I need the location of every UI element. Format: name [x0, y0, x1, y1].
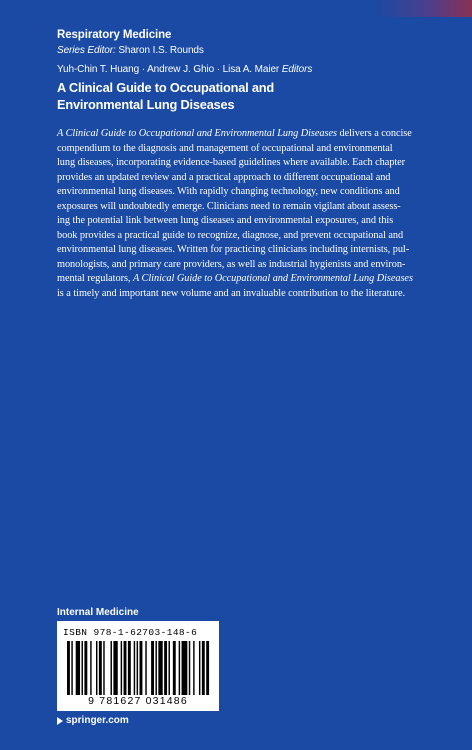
barcode-bar: [199, 641, 200, 695]
series-editor-name: Sharon I.S. Rounds: [118, 45, 204, 56]
description-line: ing the potential link between lung diseases and environmental exposures, and this: [57, 215, 394, 227]
barcode-bar: [202, 641, 205, 695]
barcode-bar: [151, 641, 154, 695]
barcode-bar: [90, 641, 91, 695]
barcode-bar: [71, 641, 72, 695]
description-italic-title: A Clinical Guide to Occupational and Environmental Lung Diseases: [132, 273, 413, 285]
barcode-bar: [173, 641, 176, 695]
book-title-line: Environmental Lung Diseases: [57, 97, 235, 112]
book-title: [57, 79, 297, 113]
barcode-bar: [113, 641, 117, 695]
barcode-bar: [169, 641, 170, 695]
series-editor: [57, 45, 204, 56]
description-italic-title: A Clinical Guide to Occupational and Environmental Lung Diseases: [57, 128, 337, 139]
description-fragment: delivers a concise: [336, 128, 412, 139]
barcode-bar: [189, 641, 190, 695]
barcode-bar: [67, 641, 70, 695]
barcode-bar: [182, 641, 188, 695]
isbn-text: ISBN 978-1-62703-148-6: [63, 627, 198, 638]
barcode-bar: [193, 641, 194, 695]
isbn-barcode: [57, 621, 219, 711]
barcode-bar: [145, 641, 146, 695]
description-line: [57, 127, 435, 142]
barcode-bar: [76, 641, 80, 695]
description-fragment: mental regulators,: [57, 273, 133, 285]
description-line: exposures will undoubtedly emerge. Clinicians need to remain vigilant about assess-: [57, 200, 401, 212]
description-line: provides an updated review and a practical approach to different occupational and: [57, 171, 391, 183]
description-line: compendium to the diagnosis and management of occupational and environmental: [57, 142, 393, 154]
description-line: lung diseases, incorporating evidence-based guidelines where available. Each chapter: [57, 157, 406, 169]
barcode-bar: [99, 641, 102, 695]
barcode-bar: [164, 641, 167, 695]
barcode-bar: [124, 641, 127, 695]
barcode-bar: [137, 641, 138, 695]
barcode-bars: [65, 641, 211, 695]
barcode-bar: [179, 641, 180, 695]
barcode-bar: [84, 641, 87, 695]
barcode-bar: [82, 641, 83, 695]
barcode-bar: [121, 641, 122, 695]
description-line: is a timely and important new volume and an invaluable contribution to the literature.: [57, 288, 405, 300]
arrow-right-icon: [57, 717, 63, 725]
barcode-bar: [103, 641, 104, 695]
description-line: book provides a practical guide to recognize, diagnose, and prevent occupational and: [57, 229, 404, 241]
description-line: environmental lung diseases. With rapidly changing technology, new conditions and: [57, 186, 400, 198]
book-title-line: A Clinical Guide to Occupational and: [57, 80, 275, 95]
barcode-bar: [140, 641, 143, 695]
publisher-url: springer.com: [66, 715, 129, 726]
description-line: [57, 272, 435, 287]
barcode-bar: [158, 641, 162, 695]
editor-names: Yuh-Chin T. Huang · Andrew J. Ghio · Lisa A. Maier: [57, 64, 280, 75]
subject-category: Internal Medicine: [57, 607, 139, 618]
editors-label: Editors: [281, 64, 313, 75]
description-line: monologists, and primary care providers, as well as industrial hygienists and environ-: [57, 258, 406, 270]
barcode-bar: [155, 641, 156, 695]
barcode-digits: 9 781627 031486: [88, 695, 188, 707]
editors-line: [57, 64, 312, 75]
corner-accent: [374, 0, 472, 17]
barcode-bar: [128, 641, 131, 695]
barcode-bar: [134, 641, 135, 695]
barcode-bar: [111, 641, 112, 695]
description-text: [57, 127, 435, 302]
description-line: environmental lung diseases. Written for practicing clinicians including internists, pul-: [57, 244, 410, 256]
series-editor-label: Series Editor:: [57, 45, 116, 56]
barcode-bar: [206, 641, 209, 695]
barcode-bar: [96, 641, 97, 695]
publisher-link[interactable]: [57, 715, 129, 726]
series-name: Respiratory Medicine: [57, 29, 172, 41]
